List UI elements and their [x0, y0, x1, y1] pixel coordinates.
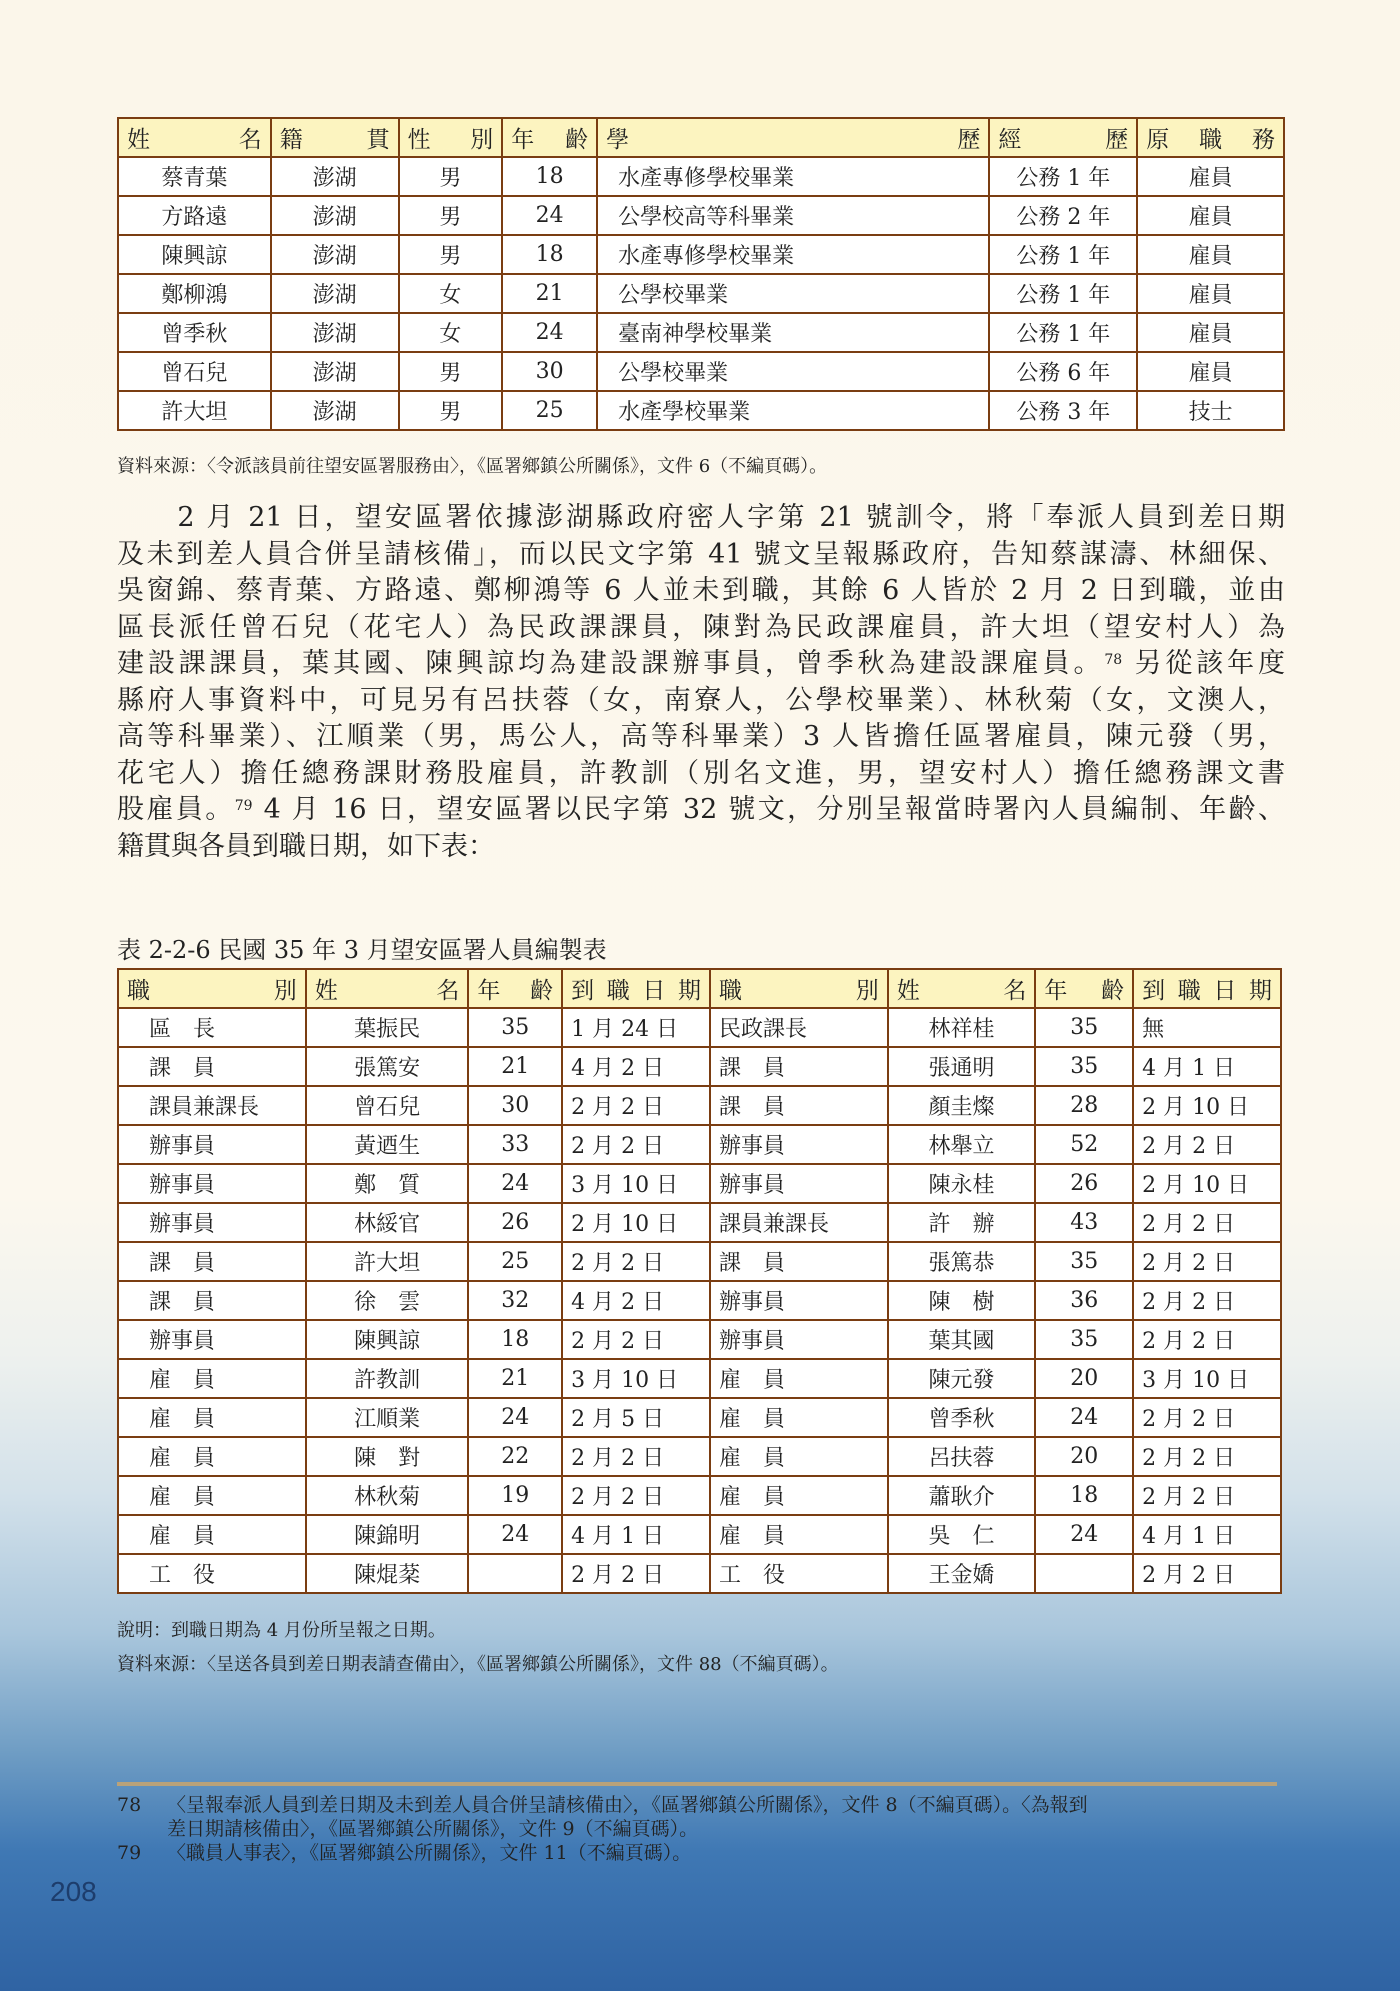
column-header [502, 118, 597, 157]
footnote-ref: 79 [234, 798, 253, 814]
table-cell: 2 月 10 日 [562, 1203, 710, 1242]
footnote-number: 78 [117, 1794, 142, 1816]
table-cell: 雇員 [1137, 235, 1284, 274]
table-row [118, 1437, 1281, 1476]
table-cell: 35 [1035, 1008, 1133, 1047]
table-cell: 辦事員 [710, 1320, 888, 1359]
table-cell: 雇 員 [118, 1398, 306, 1437]
table-cell: 18 [502, 157, 597, 196]
table-cell: 課 員 [710, 1242, 888, 1281]
line-text: 另從該年度 [1122, 648, 1285, 679]
table-row [118, 235, 1284, 274]
table-row [118, 1008, 1281, 1047]
table-cell: 1 月 24 日 [562, 1008, 710, 1047]
table-cell: 男 [399, 157, 503, 196]
table-cell: 澎湖 [271, 274, 399, 313]
table-cell: 辦事員 [710, 1164, 888, 1203]
table-cell: 4 月 1 日 [562, 1515, 710, 1554]
table-cell: 公學校高等科畢業 [597, 196, 989, 235]
paragraph-line [117, 683, 1285, 720]
paragraph-line [117, 646, 1285, 683]
table-cell: 35 [1035, 1242, 1133, 1281]
table-row [118, 1242, 1281, 1281]
table-cell: 林舉立 [888, 1125, 1036, 1164]
table-cell: 辦事員 [118, 1125, 306, 1164]
table-cell: 2 月 2 日 [562, 1554, 710, 1593]
page-number: 208 [50, 1876, 97, 1907]
table-cell: 辦事員 [118, 1320, 306, 1359]
column-header [710, 969, 888, 1008]
table-cell: 雇 員 [118, 1515, 306, 1554]
table-cell: 課 員 [118, 1047, 306, 1086]
column-header-label: 原職務 [1146, 127, 1275, 153]
table-cell: 林祥桂 [888, 1008, 1036, 1047]
table-cell: 葉振民 [306, 1008, 469, 1047]
table-cell: 陳永桂 [888, 1164, 1036, 1203]
table-cell: 3 月 10 日 [562, 1164, 710, 1203]
table-cell: 24 [1035, 1515, 1133, 1554]
table-cell: 許大坦 [118, 391, 271, 430]
table-cell: 男 [399, 196, 503, 235]
table-cell: 雇員 [1137, 352, 1284, 391]
table-row [118, 196, 1284, 235]
paragraph-line [117, 573, 1285, 610]
footnote-ref: 78 [1104, 652, 1123, 668]
table-cell: 32 [468, 1281, 562, 1320]
table-cell: 18 [502, 235, 597, 274]
table-cell: 雇 員 [118, 1437, 306, 1476]
table-cell: 4 月 1 日 [1133, 1515, 1281, 1554]
table-cell: 水產學校畢業 [597, 391, 989, 430]
table-cell: 2 月 2 日 [1133, 1398, 1281, 1437]
column-header-label: 到職日期 [571, 978, 701, 1004]
table-cell: 雇 員 [710, 1359, 888, 1398]
table-cell: 52 [1035, 1125, 1133, 1164]
paragraph-line [117, 719, 1285, 756]
table-row [118, 1359, 1281, 1398]
table-cell: 臺南神學校畢業 [597, 313, 989, 352]
column-header-label: 職別 [127, 978, 297, 1004]
table-row [118, 391, 1284, 430]
table-cell: 張篤安 [306, 1047, 469, 1086]
table-cell: 男 [399, 235, 503, 274]
column-header-label: 姓名 [314, 978, 460, 1004]
table-cell: 2 月 5 日 [562, 1398, 710, 1437]
table-row [118, 1047, 1281, 1086]
table-cell: 22 [468, 1437, 562, 1476]
table-cell: 18 [1035, 1476, 1133, 1515]
table-cell: 26 [1035, 1164, 1133, 1203]
line-text: 吳窗錦、蔡青葉、方路遠、鄭柳鴻等 6 人並未到職，其餘 6 人皆於 2 月 2 日到職，並由 [117, 575, 1285, 606]
table1-source: 資料來源：〈令派該員前往望安區署服務由〉，《區署鄉鎮公所關係》，文件 6（不編頁碼）。 [117, 456, 828, 477]
table-cell: 陳 對 [306, 1437, 469, 1476]
table-cell: 25 [468, 1242, 562, 1281]
table-cell: 水產專修學校畢業 [597, 235, 989, 274]
column-header-label: 職別 [718, 978, 879, 1004]
column-header [118, 118, 271, 157]
table-cell: 25 [502, 391, 597, 430]
table-cell: 澎湖 [271, 235, 399, 274]
table-row [118, 1398, 1281, 1437]
staff-table-2 [117, 968, 1282, 1594]
table2-caption: 表 2-2-6 民國 35 年 3 月望安區署人員編製表 [117, 936, 607, 964]
table-cell: 陳興諒 [118, 235, 271, 274]
table-cell: 陳焜棻 [306, 1554, 469, 1593]
line-text: 2 月 21 日，望安區署依據澎湖縣政府密人字第 21 號訓令，將「奉派人員到差日期 [117, 502, 1285, 533]
table-cell: 2 月 2 日 [562, 1086, 710, 1125]
table-cell: 澎湖 [271, 391, 399, 430]
paragraph-line [117, 610, 1285, 647]
paragraph-line [117, 829, 1285, 866]
column-header-label: 姓名 [896, 978, 1027, 1004]
body-paragraph [117, 500, 1285, 865]
column-header-label: 學歷 [606, 127, 981, 153]
table-cell: 2 月 10 日 [1133, 1164, 1281, 1203]
footnote-divider [117, 1782, 1277, 1786]
table-row [118, 313, 1284, 352]
column-header [562, 969, 710, 1008]
table-cell: 19 [468, 1476, 562, 1515]
table-cell: 曾季秋 [888, 1398, 1036, 1437]
table-cell: 公務 1 年 [989, 157, 1137, 196]
table-cell: 24 [1035, 1398, 1133, 1437]
table-cell: 2 月 2 日 [562, 1242, 710, 1281]
table-cell: 王金嬌 [888, 1554, 1036, 1593]
table-cell: 公學校畢業 [597, 274, 989, 313]
paragraph-line [117, 792, 1285, 829]
table-cell: 18 [468, 1320, 562, 1359]
column-header-label: 姓名 [127, 127, 262, 153]
paragraph-line [117, 537, 1285, 574]
table-cell: 雇 員 [118, 1359, 306, 1398]
table-cell: 陳興諒 [306, 1320, 469, 1359]
footnote-line [117, 1841, 1287, 1865]
column-header-label: 到職日期 [1142, 978, 1272, 1004]
table2-source: 資料來源：〈呈送各員到差日期表請查備由〉，《區署鄉鎮公所關係》，文件 88（不編頁碼）。 [117, 1654, 839, 1675]
table-cell: 呂扶蓉 [888, 1437, 1036, 1476]
header-row [118, 118, 1284, 157]
table-cell: 公務 6 年 [989, 352, 1137, 391]
table-cell: 男 [399, 352, 503, 391]
table-cell: 2 月 10 日 [1133, 1086, 1281, 1125]
table-cell: 2 月 2 日 [562, 1437, 710, 1476]
table-cell: 陳 樹 [888, 1281, 1036, 1320]
table-cell: 葉其國 [888, 1320, 1036, 1359]
table-cell: 江順業 [306, 1398, 469, 1437]
table-cell: 雇 員 [710, 1398, 888, 1437]
table-cell: 雇 員 [710, 1515, 888, 1554]
table-cell: 30 [468, 1086, 562, 1125]
staff-table-1 [117, 117, 1285, 431]
table-row [118, 1554, 1281, 1593]
table-cell: 鄭 質 [306, 1164, 469, 1203]
column-header [1035, 969, 1133, 1008]
footnote-text: 差日期請核備由〉，《區署鄉鎮公所關係》，文件 9（不編頁碼）。 [167, 1818, 699, 1840]
table-cell: 公務 1 年 [989, 313, 1137, 352]
header-row [118, 969, 1281, 1008]
table-cell: 24 [468, 1164, 562, 1203]
table-cell: 辦事員 [710, 1125, 888, 1164]
table-row [118, 1320, 1281, 1359]
column-header [1137, 118, 1284, 157]
footnote-text: 〈職員人事表〉，《區署鄉鎮公所關係》，文件 11（不編頁碼）。 [167, 1842, 692, 1864]
table-cell: 2 月 2 日 [1133, 1125, 1281, 1164]
line-text: 籍貫與各員到職日期，如下表： [117, 830, 495, 862]
table-cell: 43 [1035, 1203, 1133, 1242]
table-cell: 24 [468, 1398, 562, 1437]
column-header [399, 118, 503, 157]
table-row [118, 352, 1284, 391]
table-cell: 張篤恭 [888, 1242, 1036, 1281]
table-cell: 雇 員 [710, 1437, 888, 1476]
table-row [118, 1164, 1281, 1203]
table-cell: 許教訓 [306, 1359, 469, 1398]
footnote-line [117, 1793, 1287, 1817]
line-text: 花宅人）擔任總務課財務股雇員，許教訓（別名文進，男，望安村人）擔任總務課文書 [117, 757, 1285, 789]
table-cell: 工 役 [118, 1554, 306, 1593]
table-cell: 雇員 [1137, 274, 1284, 313]
table-cell: 24 [468, 1515, 562, 1554]
table-cell: 澎湖 [271, 352, 399, 391]
table-cell: 澎湖 [271, 196, 399, 235]
table-row [118, 1086, 1281, 1125]
table-cell: 曾季秋 [118, 313, 271, 352]
column-header-label: 年齡 [511, 127, 589, 153]
footnotes [117, 1793, 1287, 1865]
line-text: 股雇員。 [117, 794, 235, 825]
table-cell: 21 [468, 1047, 562, 1086]
table-cell: 許 辦 [888, 1203, 1036, 1242]
paragraph-line [117, 756, 1285, 793]
table-cell: 課 員 [118, 1281, 306, 1320]
column-header [118, 969, 306, 1008]
table-cell: 33 [468, 1125, 562, 1164]
table-cell: 公務 1 年 [989, 235, 1137, 274]
table-cell [1035, 1554, 1133, 1593]
column-header [1133, 969, 1281, 1008]
table-cell: 2 月 2 日 [562, 1320, 710, 1359]
table-cell: 男 [399, 391, 503, 430]
table-cell: 公學校畢業 [597, 352, 989, 391]
table-cell: 吳 仁 [888, 1515, 1036, 1554]
table-cell: 工 役 [710, 1554, 888, 1593]
table-cell: 課 員 [118, 1242, 306, 1281]
table-cell: 雇員 [1137, 196, 1284, 235]
table-cell: 公務 3 年 [989, 391, 1137, 430]
column-header [888, 969, 1036, 1008]
table-cell: 澎湖 [271, 157, 399, 196]
table-cell: 20 [1035, 1359, 1133, 1398]
table-cell: 陳元發 [888, 1359, 1036, 1398]
table-cell: 35 [1035, 1320, 1133, 1359]
table-cell: 21 [502, 274, 597, 313]
table-row [118, 1125, 1281, 1164]
table-cell: 女 [399, 274, 503, 313]
table-cell: 課員兼課長 [118, 1086, 306, 1125]
table-cell: 鄭柳鴻 [118, 274, 271, 313]
table-cell: 雇員 [1137, 313, 1284, 352]
table-cell: 林秋菊 [306, 1476, 469, 1515]
column-header [468, 969, 562, 1008]
table-cell: 張通明 [888, 1047, 1036, 1086]
table-cell: 林綏官 [306, 1203, 469, 1242]
table-cell: 4 月 2 日 [562, 1281, 710, 1320]
table-cell: 30 [502, 352, 597, 391]
footnote-line [117, 1817, 1287, 1841]
table-cell: 水產專修學校畢業 [597, 157, 989, 196]
table-cell: 課員兼課長 [710, 1203, 888, 1242]
table-cell: 課 員 [710, 1086, 888, 1125]
table-cell: 2 月 2 日 [1133, 1281, 1281, 1320]
footnote-text: 〈呈報奉派人員到差日期及未到差人員合併呈請核備由〉，《區署鄉鎮公所關係》，文件 8（不編頁碼）。〈為報到 [167, 1794, 1088, 1816]
table-cell: 女 [399, 313, 503, 352]
table-cell: 24 [502, 313, 597, 352]
table-cell: 雇 員 [118, 1476, 306, 1515]
column-header-label: 年齡 [477, 978, 554, 1004]
line-text: 及未到差人員合併呈請核備」，而以民文字第 41 號文呈報縣政府，告知蔡謀濤、林細保、 [117, 538, 1285, 570]
table-cell: 36 [1035, 1281, 1133, 1320]
table-cell: 2 月 2 日 [562, 1125, 710, 1164]
line-text: 4 月 16 日，望安區署以民字第 32 號文，分別呈報當時署內人員編制、年齡、 [252, 794, 1286, 825]
table-cell: 4 月 1 日 [1133, 1047, 1281, 1086]
table-cell: 20 [1035, 1437, 1133, 1476]
footnote-number: 79 [117, 1842, 142, 1864]
table-cell: 35 [1035, 1047, 1133, 1086]
table-cell: 35 [468, 1008, 562, 1047]
line-text: 區長派任曾石兒（花宅人）為民政課課員，陳對為民政課雇員，許大坦（望安村人）為 [117, 611, 1285, 643]
table-cell: 徐 雲 [306, 1281, 469, 1320]
table-cell: 2 月 2 日 [1133, 1437, 1281, 1476]
column-header [306, 969, 469, 1008]
table-cell: 4 月 2 日 [562, 1047, 710, 1086]
table-cell: 2 月 2 日 [1133, 1476, 1281, 1515]
column-header [989, 118, 1137, 157]
table-row [118, 1476, 1281, 1515]
line-text: 高等科畢業）、江順業（男，馬公人，高等科畢業）3 人皆擔任區署雇員，陳元發（男， [117, 721, 1285, 752]
table-cell: 公務 2 年 [989, 196, 1137, 235]
table-cell: 區 長 [118, 1008, 306, 1047]
table-cell: 辦事員 [118, 1164, 306, 1203]
table-cell: 公務 1 年 [989, 274, 1137, 313]
column-header-label: 年齡 [1044, 978, 1125, 1004]
table-cell: 雇 員 [710, 1476, 888, 1515]
table-cell: 2 月 2 日 [1133, 1242, 1281, 1281]
table-cell: 24 [502, 196, 597, 235]
table-cell: 方路遠 [118, 196, 271, 235]
table-cell [468, 1554, 562, 1593]
column-header-label: 經歷 [998, 127, 1129, 153]
paragraph-line [117, 500, 1285, 537]
table-row [118, 274, 1284, 313]
table-row [118, 1515, 1281, 1554]
table-cell: 民政課長 [710, 1008, 888, 1047]
table-cell: 辦事員 [118, 1203, 306, 1242]
table-cell: 許大坦 [306, 1242, 469, 1281]
line-text: 建設課課員，葉其國、陳興諒均為建設課辦事員，曾季秋為建設課雇員。 [117, 648, 1105, 679]
table-cell: 28 [1035, 1086, 1133, 1125]
table-cell: 26 [468, 1203, 562, 1242]
table-cell: 辦事員 [710, 1281, 888, 1320]
table-cell: 蕭耿介 [888, 1476, 1036, 1515]
table-cell: 2 月 2 日 [1133, 1320, 1281, 1359]
table-cell: 2 月 2 日 [1133, 1554, 1281, 1593]
table-cell: 曾石兒 [306, 1086, 469, 1125]
line-text: 縣府人事資料中，可見另有呂扶蓉（女，南寮人，公學校畢業）、林秋菊（女，文澳人， [117, 684, 1285, 716]
table-cell: 陳錦明 [306, 1515, 469, 1554]
column-header [271, 118, 399, 157]
table-cell: 無 [1133, 1008, 1281, 1047]
table-cell: 課 員 [710, 1047, 888, 1086]
column-header [597, 118, 989, 157]
table-cell: 曾石兒 [118, 352, 271, 391]
column-header-label: 籍貫 [279, 127, 390, 153]
table-cell: 3 月 10 日 [562, 1359, 710, 1398]
table-row [118, 157, 1284, 196]
table-cell: 技士 [1137, 391, 1284, 430]
table-cell: 澎湖 [271, 313, 399, 352]
table-cell: 21 [468, 1359, 562, 1398]
table-cell: 雇員 [1137, 157, 1284, 196]
table-cell: 蔡青葉 [118, 157, 271, 196]
table-cell: 顏圭燦 [888, 1086, 1036, 1125]
table-row [118, 1203, 1281, 1242]
column-header-label: 性別 [407, 127, 494, 153]
table-cell: 黃迺生 [306, 1125, 469, 1164]
table-cell: 2 月 2 日 [562, 1476, 710, 1515]
table2-note: 說明：到職日期為 4 月份所呈報之日期。 [117, 1620, 446, 1641]
table-row [118, 1281, 1281, 1320]
table-cell: 3 月 10 日 [1133, 1359, 1281, 1398]
table-cell: 2 月 2 日 [1133, 1203, 1281, 1242]
